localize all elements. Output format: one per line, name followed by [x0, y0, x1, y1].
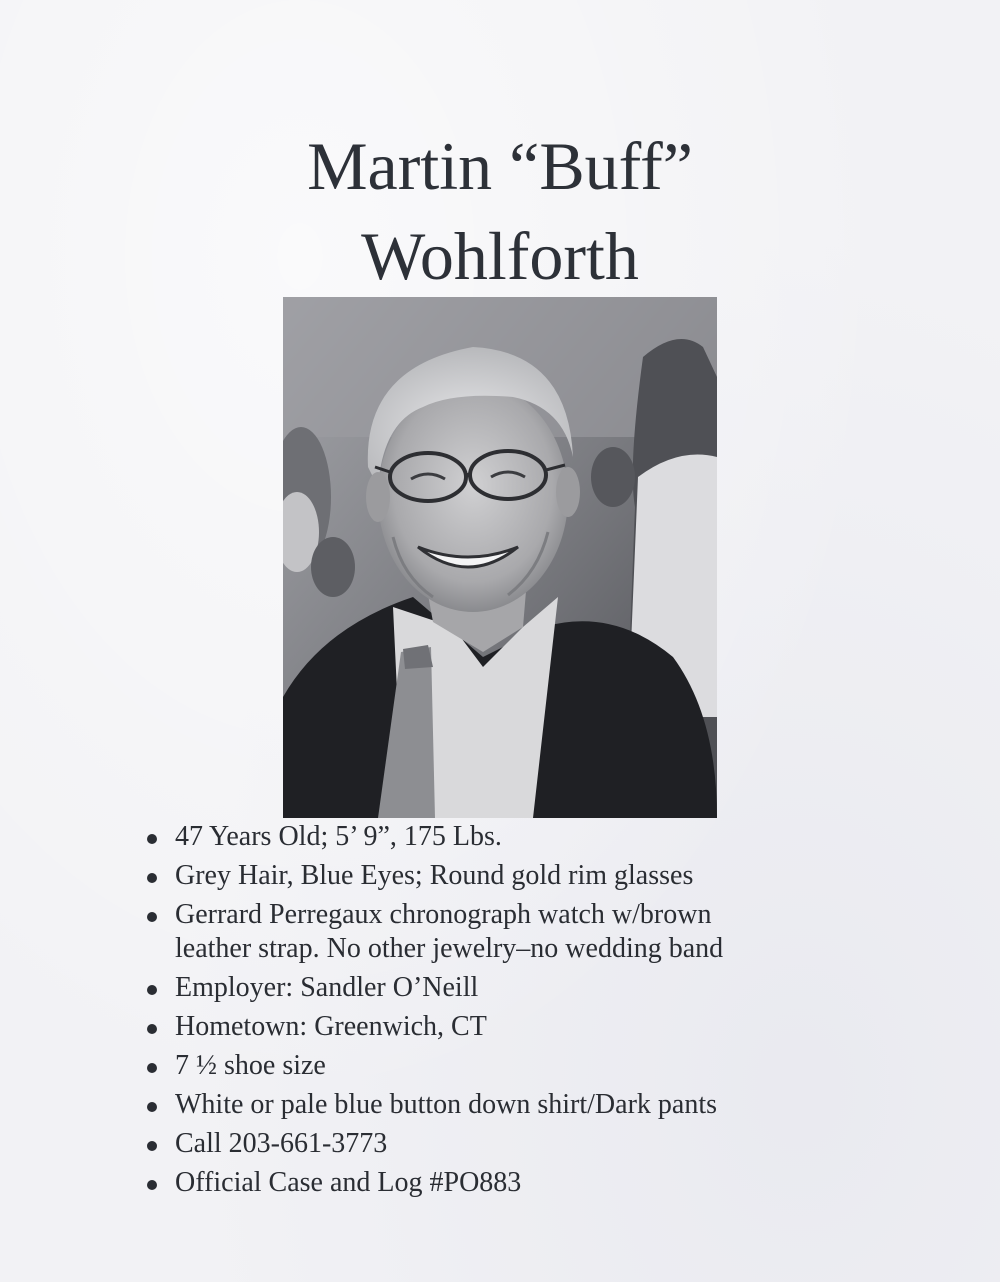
list-item-text: Grey Hair, Blue Eyes; Round gold rim glasses	[175, 860, 694, 891]
bullet-icon	[147, 1024, 157, 1034]
list-item-shoe-size	[145, 1049, 885, 1083]
list-item-text: Call 203-661-3773	[175, 1128, 388, 1159]
list-item-clothing	[145, 1088, 885, 1122]
list-item-phone-number	[145, 1127, 885, 1161]
bullet-icon	[147, 1141, 157, 1151]
list-item-hair-eyes-glasses	[145, 859, 885, 893]
list-item-text: White or pale blue button down shirt/Dark pants	[175, 1089, 717, 1120]
list-item-text: Employer: Sandler O’Neill	[175, 972, 479, 1003]
bullet-icon	[147, 1102, 157, 1112]
list-item-text: 47 Years Old; 5’ 9”, 175 Lbs.	[175, 821, 502, 852]
list-item-age-height-weight	[145, 820, 885, 854]
bullet-icon	[147, 912, 157, 922]
list-item-text-continuation: leather strap. No other jewelry–no wedding band	[175, 933, 724, 964]
list-item-employer	[145, 971, 885, 1005]
bullet-icon	[147, 1063, 157, 1073]
list-item-text: 7 ½ shoe size	[175, 1050, 326, 1081]
bullet-icon	[147, 985, 157, 995]
list-item-text: Gerrard Perregaux chronograph watch w/brown	[175, 899, 712, 930]
page-title-first-line: Martin “Buff”	[307, 128, 693, 204]
list-item-text: Hometown: Greenwich, CT	[175, 1011, 487, 1042]
list-item-hometown	[145, 1010, 885, 1044]
bullet-icon	[147, 834, 157, 844]
list-item-case-number	[145, 1166, 885, 1200]
portrait-photo	[283, 297, 717, 818]
list-item-text: Official Case and Log #PO883	[175, 1167, 522, 1198]
bullet-icon	[147, 1180, 157, 1190]
page-title-second-line: Wohlforth	[361, 218, 639, 294]
list-item-watch-jewelry	[145, 898, 885, 966]
description-list	[145, 820, 885, 1205]
bullet-icon	[147, 873, 157, 883]
